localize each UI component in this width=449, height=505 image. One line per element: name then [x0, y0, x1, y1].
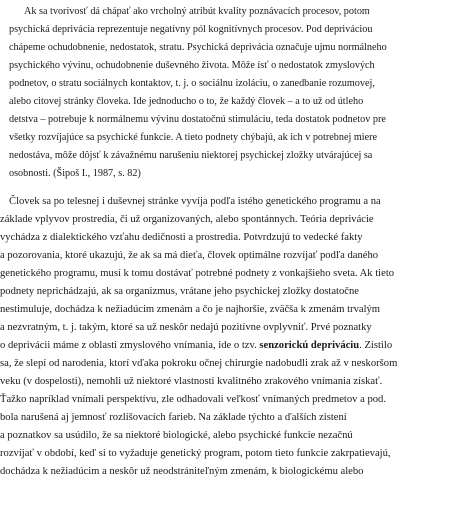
body-line-text: o deprivácii máme z oblasti zmyslového vnímania, ide o tzv. — [0, 340, 260, 351]
quote-line: chápeme ochudobnenie, nedostatok, stratu. Psychická deprivácia označuje ujmu normálneho — [9, 42, 387, 53]
body-line: dochádza k nežiadúcim a neskôr už neodstrániteľným zmenám, k biologickému alebo — [0, 466, 364, 477]
body-line: Ťažko napríklad vnímali perspektívu, zle odhadovali veľkosť vnímaných predmetov a pod. — [0, 394, 386, 405]
body-line: nestimuluje, dochádza k nežiadúcim zmenám a čo je najhoršie, zväčša k zmenám trvalým — [0, 304, 381, 315]
quote-line: všetky rozvíjajúce sa psychické funkcie. A tieto podnety chýbajú, ak ich v potrebnej miere — [9, 132, 378, 143]
quote-line: podnetov, o stratu sociálnych kontaktov, t. j. o sociálnu izoláciu, o zanedbanie rozumovej, — [9, 78, 375, 89]
quote-line: psychická deprivácia reprezentuje negatívny pól kognitívnych procesov. Pod depriváciou — [9, 24, 373, 35]
quote-line: psychického vývinu, ochudobnenie duševného života. Môže ísť o nedostatok zmyslových — [9, 60, 375, 71]
body-line: podnety neprichádzajú, ak sa organizmus, vrátane jeho psychickej zložky dostatočne — [0, 286, 359, 297]
body-line: a pozorovania, ktoré ukazujú, že ak sa má dieťa, človek optimálne rozvíjať podľa daného — [0, 250, 379, 261]
quote-line: Ak sa tvorivosť dá chápať ako vrcholný atribút kvality poznávacích procesov, potom — [24, 6, 370, 17]
body-line: vychádza z dialektického vzťahu dedičnosti a prostredia. Potvrdzujú to vedecké fakty — [0, 232, 363, 243]
body-line — [0, 340, 392, 352]
body-line: veku (v dospelosti), nemohli už niektoré vlastnosti kvalitného zrakového vnímania získať. — [0, 376, 383, 387]
body-line: a nezvratným, t. j. takým, ktoré sa už neskôr nedajú pozitívne ovplyvniť. Prvé poznatky — [0, 322, 372, 333]
body-line: základe vplyvov prostredia, či už organizovaných, alebo spontánnych. Teória deprivácie — [0, 214, 374, 225]
quote-line: osobnosti. (Šipoš I., 1987, s. 82) — [9, 168, 141, 179]
body-line: bola narušená aj jemnosť rozlišovacích farieb. Na základe týchto a ďalších zistení — [0, 412, 347, 423]
body-line: Človek sa po telesnej i duševnej stránke vyvíja podľa istého genetického programu a na — [9, 196, 381, 207]
body-line-text: . Zistilo — [359, 340, 393, 351]
quote-line: alebo citovej stránky človeka. Ide jednoducho o to, že každý človek – a to už od útleho — [9, 96, 364, 107]
emphasis-term: senzorickú depriváciu — [259, 340, 360, 351]
body-line: rozvíjať v období, keď si to vyžaduje genetický program, potom tieto funkcie zakrpatievajú, — [0, 448, 391, 459]
body-line: sa, že slepí od narodenia, ktorí vďaka pokroku očnej chirurgie nadobudli zrak až v neskoršom — [0, 358, 398, 369]
quote-line: detstva – potrebuje k normálnemu vývinu dostatočnú stimuláciu, teda dostatok podnetov pre — [9, 114, 386, 125]
quote-line: nedostáva, môže dôjsť k závažnému narušeniu niektorej psychickej zložky utvárajúcej sa — [9, 150, 373, 161]
body-line: genetického programu, musí k tomu dostávať potrebné podnety z vonkajšieho sveta. Ak tieto — [0, 268, 395, 279]
body-line: a poznatkov sa usúdilo, že sa niektoré biologické, alebo psychické funkcie nezačnú — [0, 430, 353, 441]
